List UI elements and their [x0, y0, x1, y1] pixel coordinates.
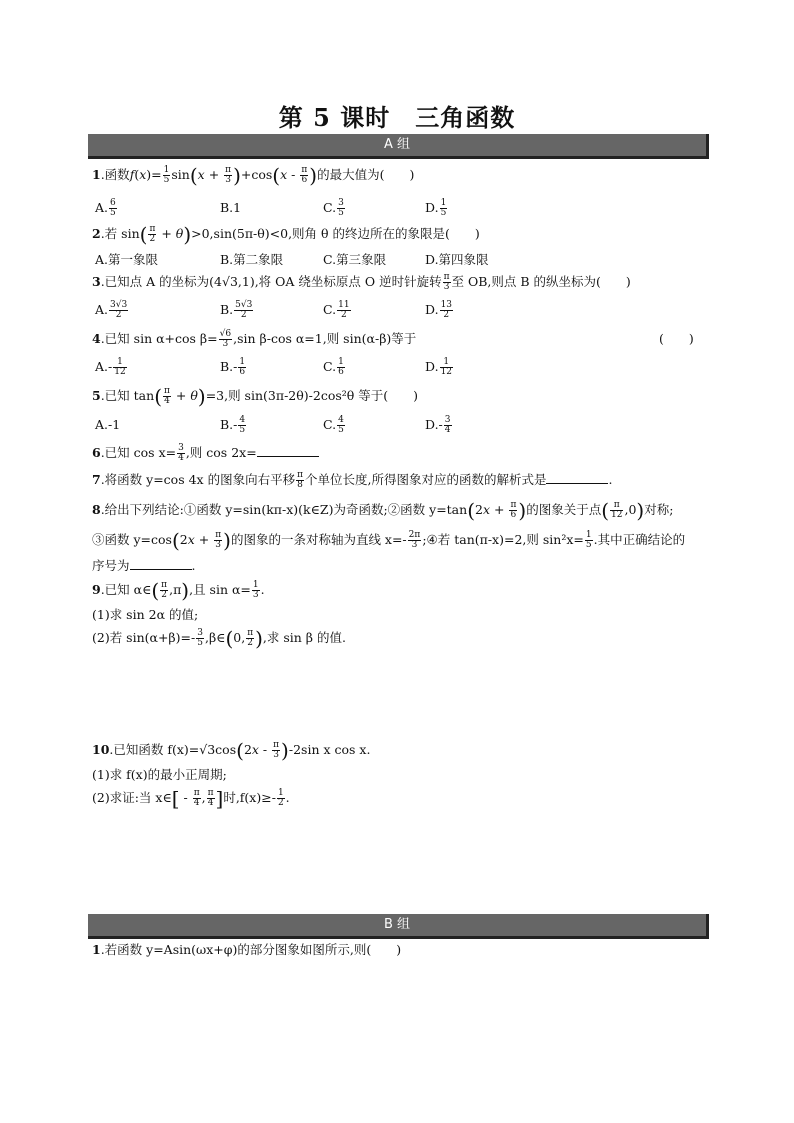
question-b1: 1.若函数 y=Asin(ωx+φ)的部分图象如图所示,则( ): [92, 942, 402, 957]
option-a: A.第一象限: [95, 252, 159, 267]
option-a: A.-1: [95, 417, 121, 432]
option-b: B. $\frac{5√3}{2}$: [220, 300, 253, 320]
question-10: 10.已知函数 f(x)=√3cos(2x - $\frac{\pi}{3}$ )-2sin x cos x.: [92, 738, 371, 763]
question-4: 4.已知 sin α+cos β= $\frac{√6}{3}$ ,sin β-cos α=1,则 sin(α-β)等于: [92, 329, 417, 349]
page-title: 第 5 课时 三角函数: [278, 103, 516, 132]
option-b: B.第二象限: [220, 252, 284, 267]
question-10-part-1: (1)求 f(x)的最小正周期;: [92, 767, 227, 782]
answer-blank: [257, 444, 319, 457]
option-d: D.第四象限: [425, 252, 489, 267]
answer-blank: [546, 471, 608, 484]
answer-blank: [130, 557, 192, 570]
question-9: 9.已知 α∈( $\frac{\pi}{2}$ ,π),且 sin α= $\frac{1}{3}$ .: [92, 578, 265, 603]
option-a: A. $\frac{6}{5}$: [95, 198, 116, 218]
question-10-part-2: (2)求证:当 x∈[ - $\frac{\pi}{4}$ , $\frac{\pi}{4}$ ]时,f(x)≥- $\frac{1}{2}$ .: [92, 786, 290, 811]
question-9-part-1: (1)求 sin 2α 的值;: [92, 607, 199, 622]
question-3: 3.已知点 A 的坐标为(4√3,1),将 OA 绕坐标原点 O 逆时针旋转 $\frac{\pi}{3}$ 至 OB,则点 B 的纵坐标为( ): [92, 272, 631, 292]
option-d: D. $\frac{1}{5}$: [425, 198, 447, 218]
option-c: C. $\frac{4}{5}$: [323, 415, 344, 435]
question-1: 1.函数f(x)= $\frac{1}{5}$ sin(x + $\frac{\pi}{3}$ )+cos(x - $\frac{\pi}{6}$ )的最大值为( ): [92, 163, 415, 188]
question-8: 8.给出下列结论:①函数 y=sin(kπ-x)(k∈Z)为奇函数;②函数 y=tan(2x + $\frac{\pi}{6}$ )的图象关于点( $\frac{\pi}{12}$ ,0)对称;: [92, 498, 674, 523]
option-d: D.- $\frac{3}{4}$: [425, 415, 451, 435]
question-8-line-2: ③函数 y=cos(2x + $\frac{\pi}{3}$ )的图象的一条对称轴为直线 x=- $\frac{2\pi}{3}$ ;④若 tan(π-x)=2,则 sin²x= $\frac{1}{5}$ .其中正确结论的: [92, 528, 686, 553]
option-c: C. $\frac{11}{2}$: [323, 300, 350, 320]
option-c: C.第三象限: [323, 252, 387, 267]
option-b: B.1: [220, 200, 242, 215]
option-b: B.- $\frac{1}{6}$: [220, 357, 246, 377]
question-6: 6.已知 cos x= $\frac{3}{4}$ ,则 cos 2x=: [92, 443, 319, 463]
option-c: C. $\frac{3}{5}$: [323, 198, 344, 218]
group-b-header: B 组: [88, 914, 709, 939]
question-7: 7.将函数 y=cos 4x 的图象向右平移 $\frac{\pi}{8}$ 个单位长度,所得图象对应的函数的解析式是 .: [92, 470, 613, 490]
question-8-line-3: 序号为 .: [92, 558, 196, 573]
option-a: A. $\frac{3√3}{2}$: [95, 300, 128, 320]
question-5: 5.已知 tan( $\frac{\pi}{4}$ + θ)=3,则 sin(3π-2θ)-2cos²θ 等于( ): [92, 384, 419, 409]
answer-paren: ( ): [659, 331, 694, 346]
group-a-header: A 组: [88, 134, 709, 159]
option-d: D. $\frac{1}{12}$: [425, 357, 453, 377]
option-c: C. $\frac{1}{6}$: [323, 357, 344, 377]
option-b: B.- $\frac{4}{5}$: [220, 415, 246, 435]
question-9-part-2: (2)若 sin(α+β)=- $\frac{3}{5}$ ,β∈(0, $\frac{\pi}{2}$ ),求 sin β 的值.: [92, 626, 346, 651]
option-d: D. $\frac{13}{2}$: [425, 300, 453, 320]
question-2: 2.若 sin( $\frac{\pi}{2}$ + θ)>0,sin(5π-θ)<0,则角 θ 的终边所在的象限是( ): [92, 222, 480, 247]
question-number: 1: [92, 167, 101, 182]
option-a: A.- $\frac{1}{12}$: [95, 357, 126, 377]
